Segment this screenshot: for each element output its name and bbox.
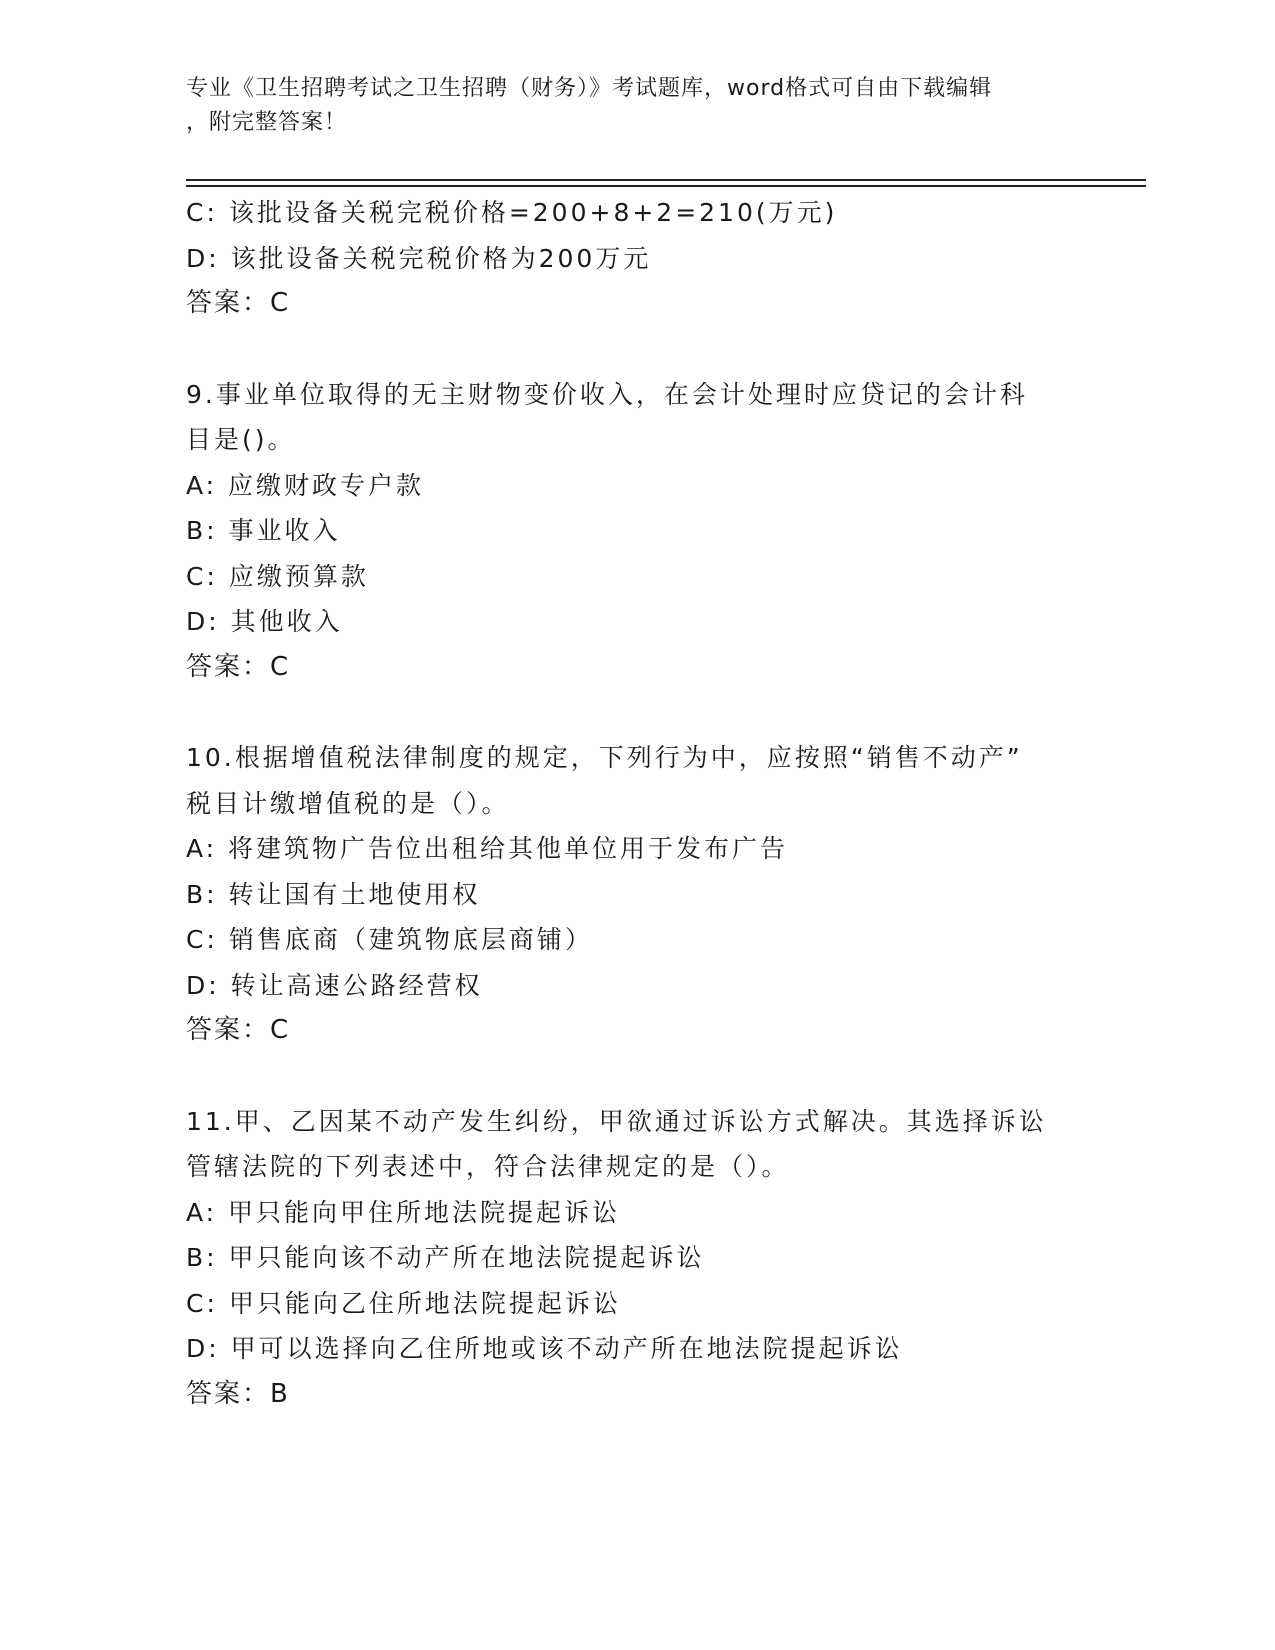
question-9: [186, 372, 1106, 691]
answer: 答案：C: [186, 651, 291, 682]
option-b: B: 甲只能向该不动产所在地法院提起诉讼: [186, 1243, 705, 1272]
spacer: [186, 327, 1106, 372]
header-line-2: ，附完整答案！: [186, 110, 348, 135]
question-10: [186, 735, 1106, 1054]
spacer: [186, 1054, 1106, 1099]
question-stem: 11.甲、乙因某不动产发生纠纷，甲欲通过诉讼方式解决。其选择诉讼: [186, 1106, 1047, 1136]
spacer: [186, 690, 1106, 735]
option-b: B: 转让国有土地使用权: [186, 879, 481, 909]
question-stem: 目是()。: [186, 425, 296, 454]
option-d: D: 其他收入: [186, 607, 343, 636]
question-list: [186, 190, 1106, 1417]
option-c: C: 甲只能向乙住所地法院提起诉讼: [186, 1288, 621, 1318]
header-divider-bottom: [186, 185, 1146, 187]
option-b: B: 事业收入: [186, 516, 341, 545]
question-stem: 10.根据增值税法律制度的规定，下列行为中，应按照“销售不动产”: [186, 743, 1023, 772]
question-stem: 管辖法院的下列表述中，符合法律规定的是（）。: [186, 1152, 790, 1181]
option-c: C: 该批设备关税完税价格=200+8+2=210(万元): [186, 198, 838, 227]
option-d: D: 甲可以选择向乙住所地或该不动产所在地法院提起诉讼: [186, 1334, 903, 1363]
option-a: A: 甲只能向甲住所地法院提起诉讼: [186, 1197, 621, 1227]
header-divider-top: [186, 179, 1146, 181]
option-d: D: 转让高速公路经营权: [186, 970, 483, 1000]
option-a: A: 应缴财政专户款: [186, 470, 425, 500]
option-a: A: 将建筑物广告位出租给其他单位用于发布广告: [186, 834, 789, 863]
question-8-continued: [186, 190, 1106, 327]
answer: 答案：B: [186, 1378, 290, 1409]
question-11: [186, 1099, 1106, 1418]
option-c: C: 销售底商（建筑物底层商铺）: [186, 925, 593, 954]
answer: 答案：C: [186, 288, 291, 318]
header-line-1: 专业《卫生招聘考试之卫生招聘（财务）》考试题库，word格式可自由下载编辑: [186, 76, 993, 101]
question-stem: 9.事业单位取得的无主财物变价收入，在会计处理时应贷记的会计科: [186, 379, 1028, 409]
document-header: [186, 72, 1086, 140]
option-c: C: 应缴预算款: [186, 561, 369, 591]
answer: 答案：C: [186, 1015, 291, 1045]
question-stem: 税目计缴增值税的是（）。: [186, 788, 510, 818]
option-d: D: 该批设备关税完税价格为200万元: [186, 243, 652, 273]
